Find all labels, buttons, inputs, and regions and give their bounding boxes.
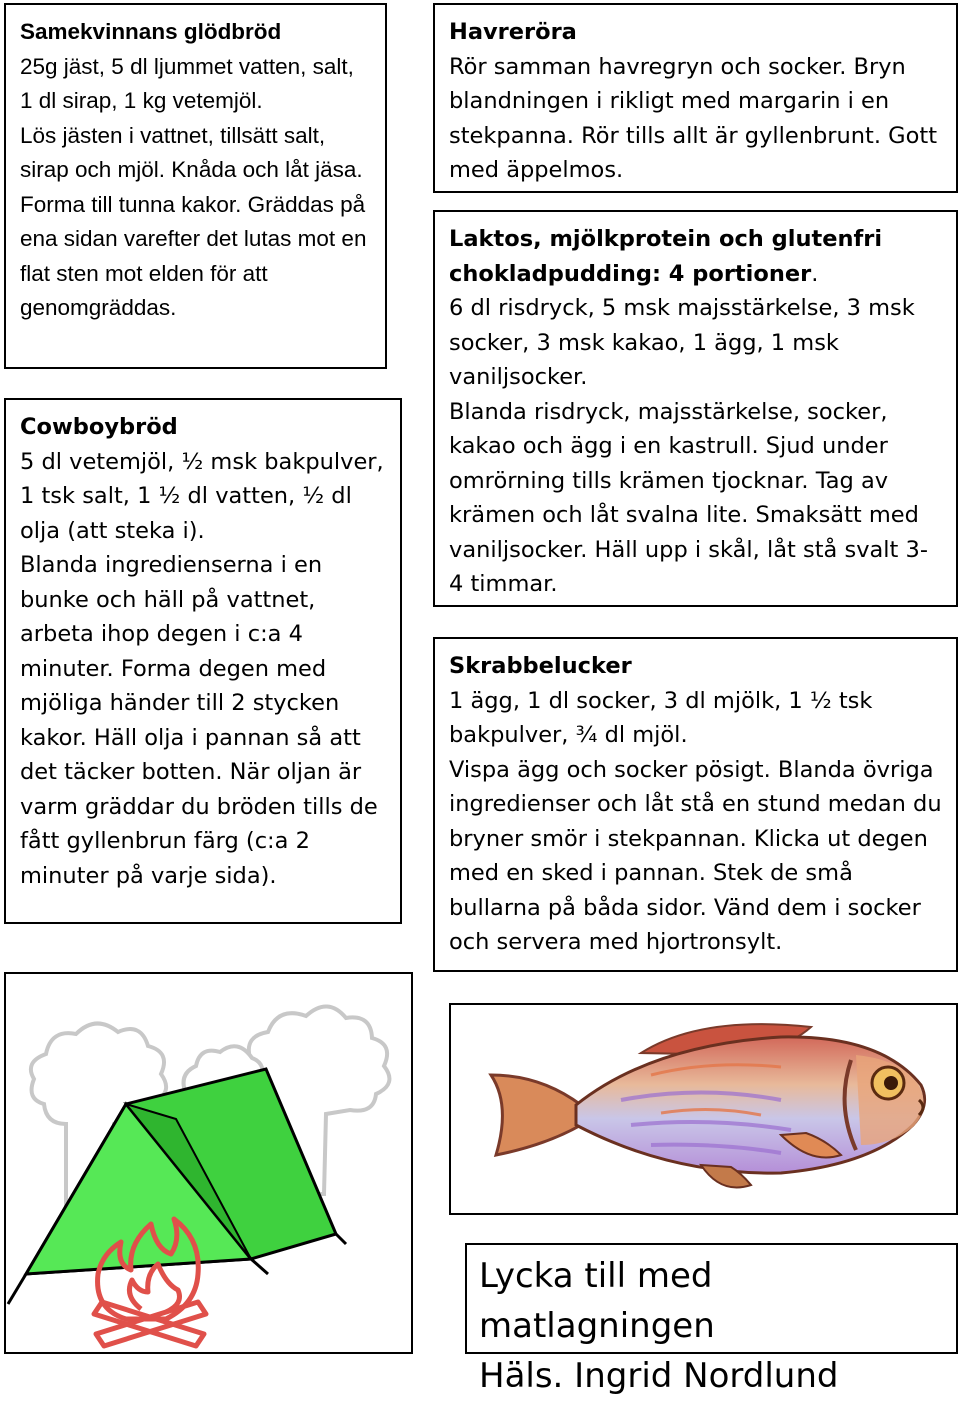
recipe-title: Cowboybröd — [20, 414, 178, 440]
recipe-ingredients: 5 dl vetemjöl, ½ msk bakpulver, 1 tsk salt, 1 ½ dl vatten, ½ dl olja (att steka i). — [20, 448, 384, 544]
recipe-card-cowboybrod — [4, 398, 402, 924]
recipe-card-chokladpudding — [433, 210, 958, 607]
recipe-title: Skrabbelucker — [449, 653, 632, 679]
recipe-method: Vispa ägg och socker pösigt. Blanda övriga ingredienser och låt stå en stund medan du bryner smör i stekpannan. Klicka ut degen med en sked i pannan. Stek de små bullarna på båda sidor. Vänd dem i socker och servera med hjortronsylt. — [449, 756, 942, 955]
recipe-card-glodbrod — [4, 3, 387, 369]
recipe-method: Rör samman havregryn och socker. Bryn blandningen i rikligt med margarin i en stekpanna. Rör tills allt är gyllenbrunt. Gott med äppelmos. — [449, 53, 938, 183]
fish-illustration-frame — [449, 1003, 958, 1215]
greeting-line-2: Häls. Ingrid Nordlund — [479, 1356, 839, 1396]
recipe-title: Havreröra — [449, 19, 577, 45]
recipe-title-end: . — [811, 260, 819, 287]
recipe-ingredients: 25g jäst, 5 dl ljummet vatten, salt, 1 dl sirap, 1 kg vetemjöl. — [20, 53, 354, 113]
recipe-method: Blanda ingredienserna i en bunke och häll på vattnet, arbeta ihop degen i c:a 4 minuter. Forma degen med mjöliga händer till 2 stycken kakor. Häll olja i pannan så att det täcker botten. När oljan är varm gräddar du bröden tills de fått gyllenbrun färg (c:a 2 minuter på varje sida). — [20, 552, 378, 889]
recipe-method: Blanda risdryck, majsstärkelse, socker, kakao och ägg i en kastrull. Sjud under omrörning tills krämen tjocknar. Tag av krämen och låt svalna lite. Smaksätt med vaniljsocker. Häll upp i skål, låt stå svalt 3-4 timmar. — [449, 398, 928, 597]
tent-campfire-icon — [6, 974, 411, 1352]
recipe-ingredients: 6 dl risdryck, 5 msk majsstärkelse, 3 msk socker, 3 msk kakao, 1 ägg, 1 msk vaniljsocker. — [449, 295, 915, 390]
recipe-card-havrerora — [433, 3, 958, 193]
recipe-method: Lös jästen i vattnet, tillsätt salt, sirap och mjöl. Knåda och låt jäsa. Forma till tunna kakor. Gräddas på ena sidan varefter det lutas mot en flat sten mot elden för att genomgräddas. — [20, 122, 367, 320]
camp-illustration-frame — [4, 972, 413, 1354]
recipe-title: Laktos, mjölkprotein och glutenfri chokladpudding: 4 portioner — [449, 226, 883, 287]
greeting-box — [465, 1243, 958, 1396]
recipe-ingredients: 1 ägg, 1 dl socker, 3 dl mjölk, 1 ½ tsk bakpulver, ¾ dl mjöl. — [449, 687, 873, 748]
fish-icon — [451, 1005, 956, 1213]
recipe-title: Samekvinnans glödbröd — [20, 19, 282, 44]
greeting-line-1: Lycka till med matlagningen — [479, 1256, 715, 1346]
recipe-card-skrabbelucker — [433, 637, 958, 972]
